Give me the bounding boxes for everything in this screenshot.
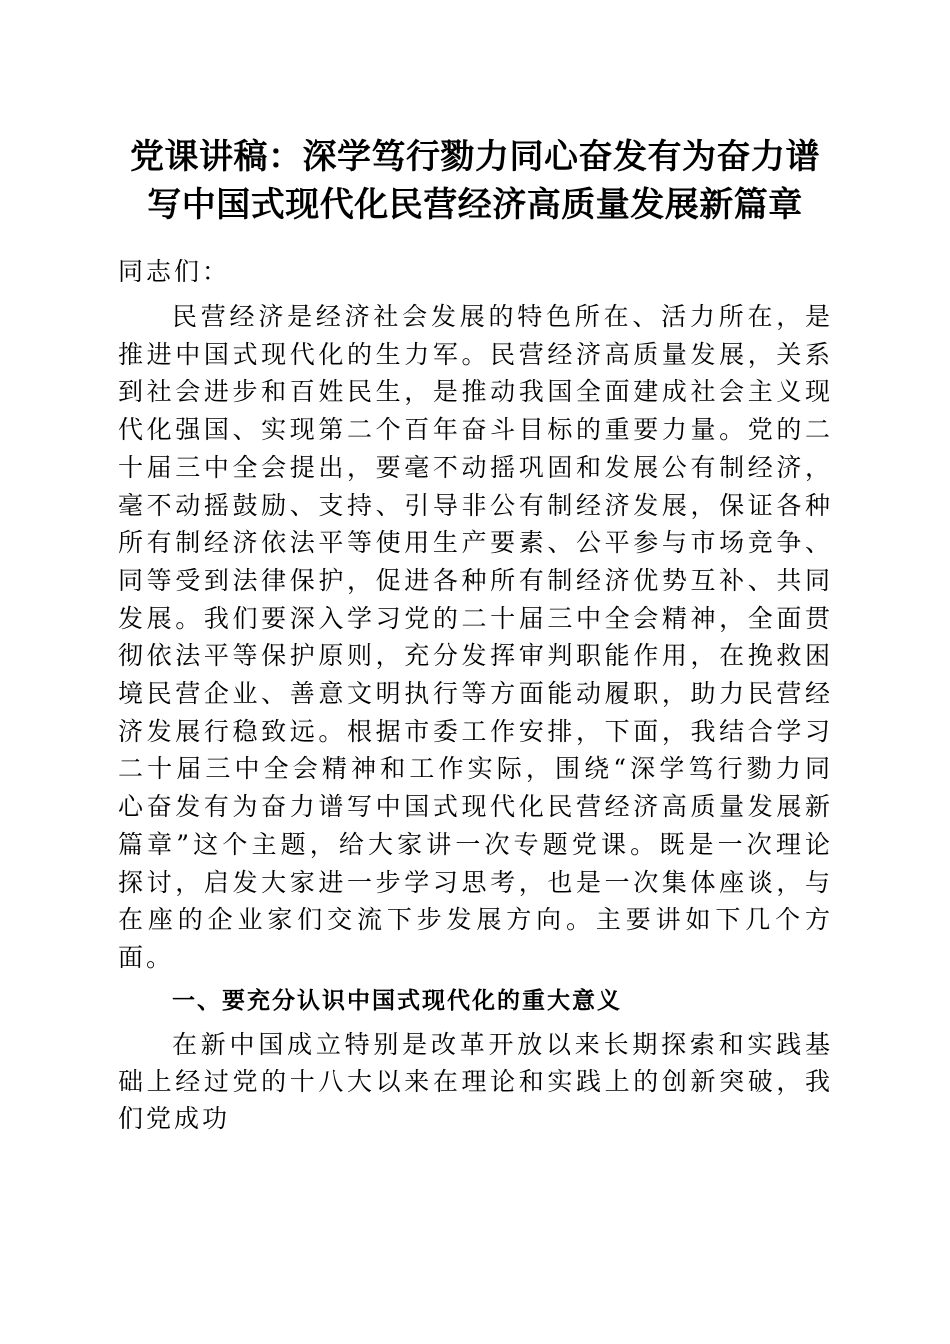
document-title <box>100 133 850 229</box>
document-body <box>118 253 833 1137</box>
document-title-line-2: 写中国式现代化民营经济高质量发展新篇章 <box>147 185 803 225</box>
section-heading-1: 一、要充分认识中国式现代化的重大意义 <box>172 987 622 1014</box>
section-1-paragraph: 在新中国成立特别是改革开放以来长期探索和实践基础上经过党的十八大以来在理论和实践上的创新突破，我们党成功 <box>118 1029 833 1133</box>
intro-paragraph: 民营经济是经济社会发展的特色所在、活力所在，是推进中国式现代化的生力军。民营经济高质量发展，关系到社会进步和百姓民生，是推动我国全面建成社会主义现代化强国、实现第二个百年奋斗目标的重要力量。党的二十届三中全会提出，要毫不动摇巩固和发展公有制经济，毫不动摇鼓励、支持、引导非公有制经济发展，保证各种所有制经济依法平等使用生产要素、公平参与市场竞争、同等受到法律保护，促进各种所有制经济优势互补、共同发展。我们要深入学习党的二十届三中全会精神，全面贯彻依法平等保护原则，充分发挥审判职能作用，在挽救困境民营企业、善意文明执行等方面能动履职，助力民营经济发展行稳致远。根据市委工作安排，下面，我结合学习二十届三中全会精神和工作实际，围绕“深学笃行勠力同心奋发有为奋力谱写中国式现代化民营经济高质量发展新篇章”这个主题，给大家讲一次专题党课。既是一次理论探讨，启发大家进一步学习思考，也是一次集体座谈，与在座的企业家们交流下步发展方向。主要讲如下几个方面。 <box>118 302 833 972</box>
document-title-line-1: 党课讲稿：深学笃行勠力同心奋发有为奋力谱 <box>130 137 820 177</box>
salutation: 同志们： <box>118 257 231 286</box>
